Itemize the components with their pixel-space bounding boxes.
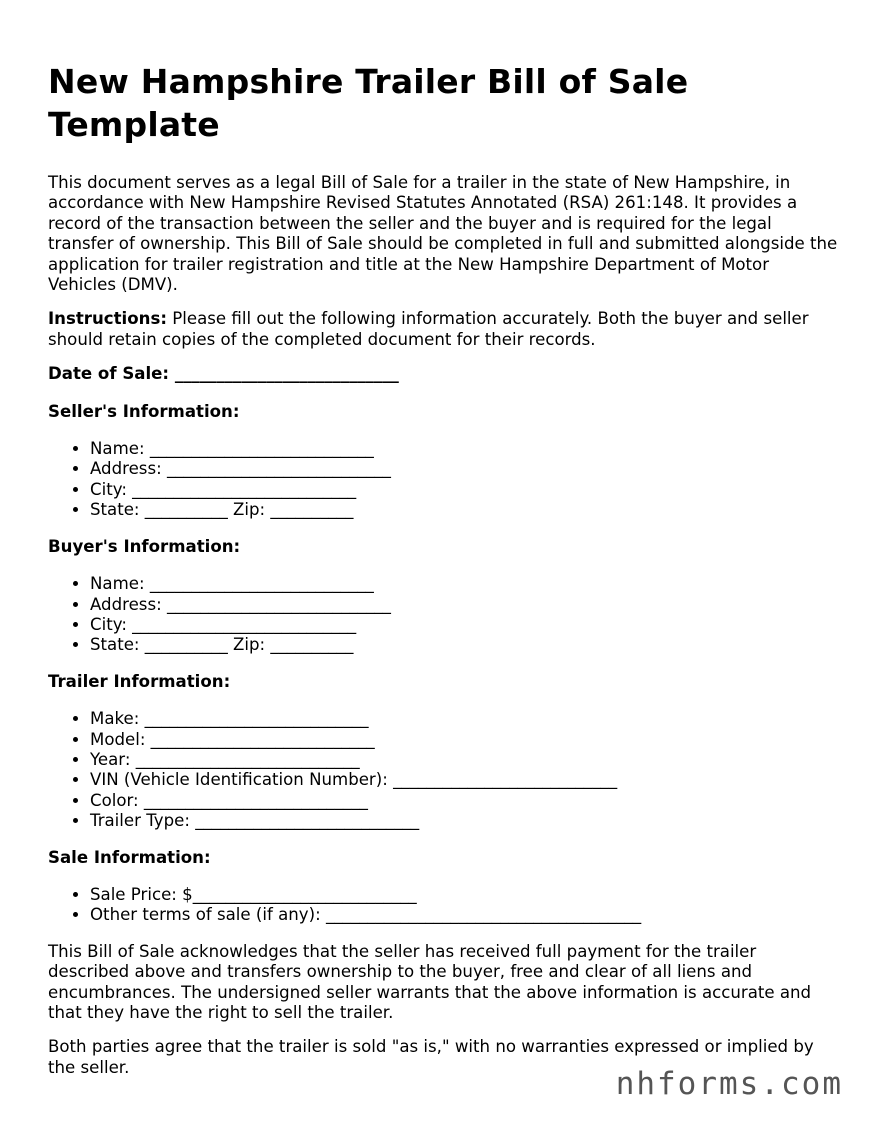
buyer-heading: Buyer's Information: <box>48 536 241 556</box>
buyer-name-field: • Name: ___________________________ <box>90 574 838 594</box>
page-title: New Hampshire Trailer Bill of Sale Template <box>48 62 689 144</box>
trailer-heading: Trailer Information: <box>48 671 231 691</box>
date-of-sale-field: Date of Sale: ___________________________ <box>48 364 399 384</box>
buyer-state-zip-field: • State: __________ Zip: __________ <box>90 635 838 655</box>
intro-paragraph: This document serves as a legal Bill of Sale for a trailer in the state of New Hampshire, in accordance with New Hampshire Revised Statutes Annotated (RSA) 261:148. It provides a record of the transaction between the seller and the buyer and is required for the legal transfer of ownership. This Bill of Sale should be completed in full and submitted alongside the application for trailer registration and title at the New Hampshire Department of Motor Vehicles (DMV). <box>48 173 838 295</box>
trailer-color-field: • Color: ___________________________ <box>90 791 838 811</box>
trailer-year-field: • Year: ___________________________ <box>90 750 838 770</box>
as-is-paragraph: Both parties agree that the trailer is sold "as is," with no warranties expressed or implied by the seller. <box>48 1037 814 1077</box>
watermark-logo: nhforms.com <box>615 1066 843 1102</box>
seller-name-field: • Name: ___________________________ <box>90 439 838 459</box>
sale-other-terms-field: • Other terms of sale (if any): ______________________________________ <box>90 905 838 925</box>
seller-list <box>48 439 838 521</box>
trailer-list <box>48 709 838 831</box>
seller-address-field: • Address: ___________________________ <box>90 459 838 479</box>
buyer-list <box>48 574 838 656</box>
acknowledgment-paragraph: This Bill of Sale acknowledges that the seller has received full payment for the trailer described above and transfers ownership to the buyer, free and clear of all liens and encumbrances. The undersigned seller warrants that the above information is accurate and that they have the right to sell the trailer. <box>48 941 812 1022</box>
sale-price-field: • Sale Price: $___________________________ <box>90 885 838 905</box>
sale-list <box>48 885 838 926</box>
instructions-text: Please fill out the following information accurately. Both the buyer and seller should retain copies of the completed document for their records. <box>48 309 809 349</box>
sale-heading: Sale Information: <box>48 847 211 867</box>
seller-city-field: • City: ___________________________ <box>90 480 838 500</box>
buyer-address-field: • Address: ___________________________ <box>90 595 838 615</box>
instructions-paragraph <box>48 309 838 350</box>
seller-state-zip-field: • State: __________ Zip: __________ <box>90 500 838 520</box>
buyer-city-field: • City: ___________________________ <box>90 615 838 635</box>
trailer-make-field: • Make: ___________________________ <box>90 709 838 729</box>
trailer-model-field: • Model: ___________________________ <box>90 730 838 750</box>
instructions-label: Instructions: <box>48 309 167 329</box>
seller-heading: Seller's Information: <box>48 401 240 421</box>
document-body <box>48 60 838 1092</box>
trailer-type-field: • Trailer Type: ___________________________ <box>90 811 838 831</box>
trailer-vin-field: • VIN (Vehicle Identification Number): ___________________________ <box>90 770 838 790</box>
